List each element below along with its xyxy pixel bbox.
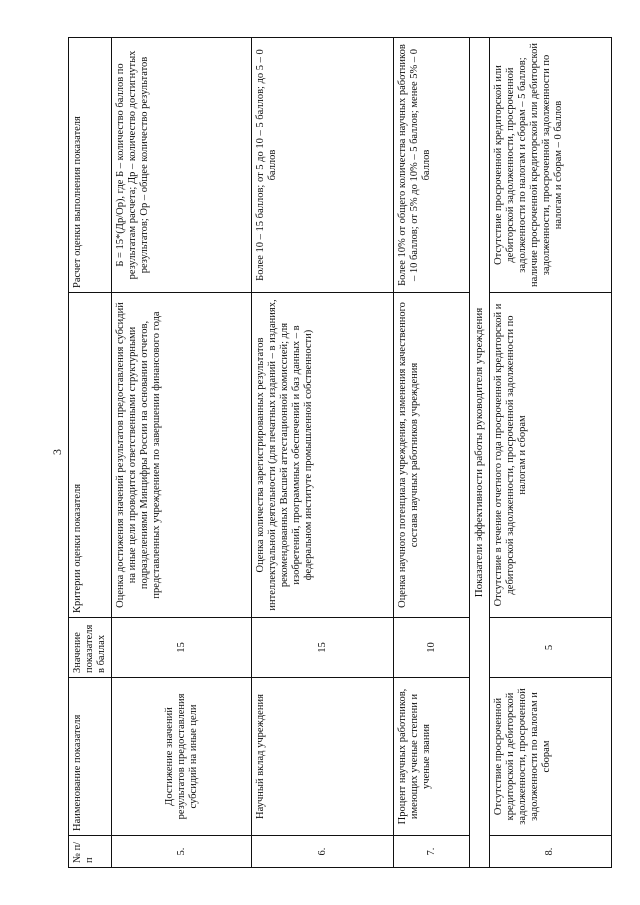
row-calc: Более 10 – 15 баллов; от 5 до 10 – 5 баллов; до 5 – 0 баллов	[252, 38, 394, 293]
row-calc: Б = 15*(Др/Ор), где Б – количество баллов по результатам расчета; Др – количество достигнутых результатов; Ор – общее количество результатов	[112, 38, 252, 293]
row-num: 8.	[489, 836, 611, 868]
section-title: Показатели эффективности работы руководителя учреждения	[470, 38, 490, 868]
row-calc: Более 10% от общего количества научных работников – 10 баллов; от 5% до 10% – 5 баллов; менее 5% – 0 баллов	[394, 38, 470, 293]
row-num: 5.	[112, 836, 252, 868]
header-num: № п/п	[69, 836, 112, 868]
row-criteria: Оценка научного потенциала учреждения, изменения качественного состава научных работников учреждения	[394, 293, 470, 618]
row-name: Отсутствие просроченной кредиторской и дебиторской задолженности, просроченной задолженности по налогам и сборам	[489, 678, 611, 836]
row-name: Научный вклад учреждения	[252, 678, 394, 836]
row-value: 10	[394, 618, 470, 678]
row-criteria: Отсутствие в течение отчетного года просроченной кредиторской и дебиторской задолженности, просроченной задолженности по налогам и сборам	[489, 293, 611, 618]
table-header-row	[69, 38, 112, 868]
row-criteria: Оценка достижения значений результатов предоставления субсидий на иные цели проводится ответственными структурными подразделениями Минцифры России на основании отчетов, представленных учреждением по завершении финансового года	[112, 293, 252, 618]
row-calc: Отсутствие просроченной кредиторской или дебиторской задолженности, просроченной задолженности по налогам и сборам – 5 баллов; наличие просроченной кредиторской или дебиторской задолженности, просроченной задолженности по налогам и сборам – 0 баллов	[489, 38, 611, 293]
rotated-page-content	[68, 38, 628, 868]
header-calc: Расчет оценки выполнения показателя	[69, 38, 112, 293]
table-row	[252, 38, 394, 868]
table-row	[489, 38, 611, 868]
row-value: 15	[112, 618, 252, 678]
page-number: 3	[50, 449, 64, 455]
table-row	[394, 38, 470, 868]
header-name: Наименование показателя	[69, 678, 112, 836]
row-num: 7.	[394, 836, 470, 868]
row-name: Достижение значений результатов предоставления субсидий на иные цели	[112, 678, 252, 836]
indicators-table	[68, 37, 612, 868]
row-value: 5	[489, 618, 611, 678]
row-criteria: Оценка количества зарегистрированных результатов интеллектуальной деятельности (для печатных изданий – в изданиях, рекомендованных Высшей аттестационной комиссией; для изобретений, программных обеспечений и баз данных – в федеральном институте промышленной собственности)	[252, 293, 394, 618]
row-name: Процент научных работников, имеющих ученые степени и ученые звания	[394, 678, 470, 836]
row-value: 15	[252, 618, 394, 678]
table-row	[112, 38, 252, 868]
section-row	[470, 38, 490, 868]
header-value: Значение показателя в баллах	[69, 618, 112, 678]
header-criteria: Критерии оценки показателя	[69, 293, 112, 618]
row-num: 6.	[252, 836, 394, 868]
